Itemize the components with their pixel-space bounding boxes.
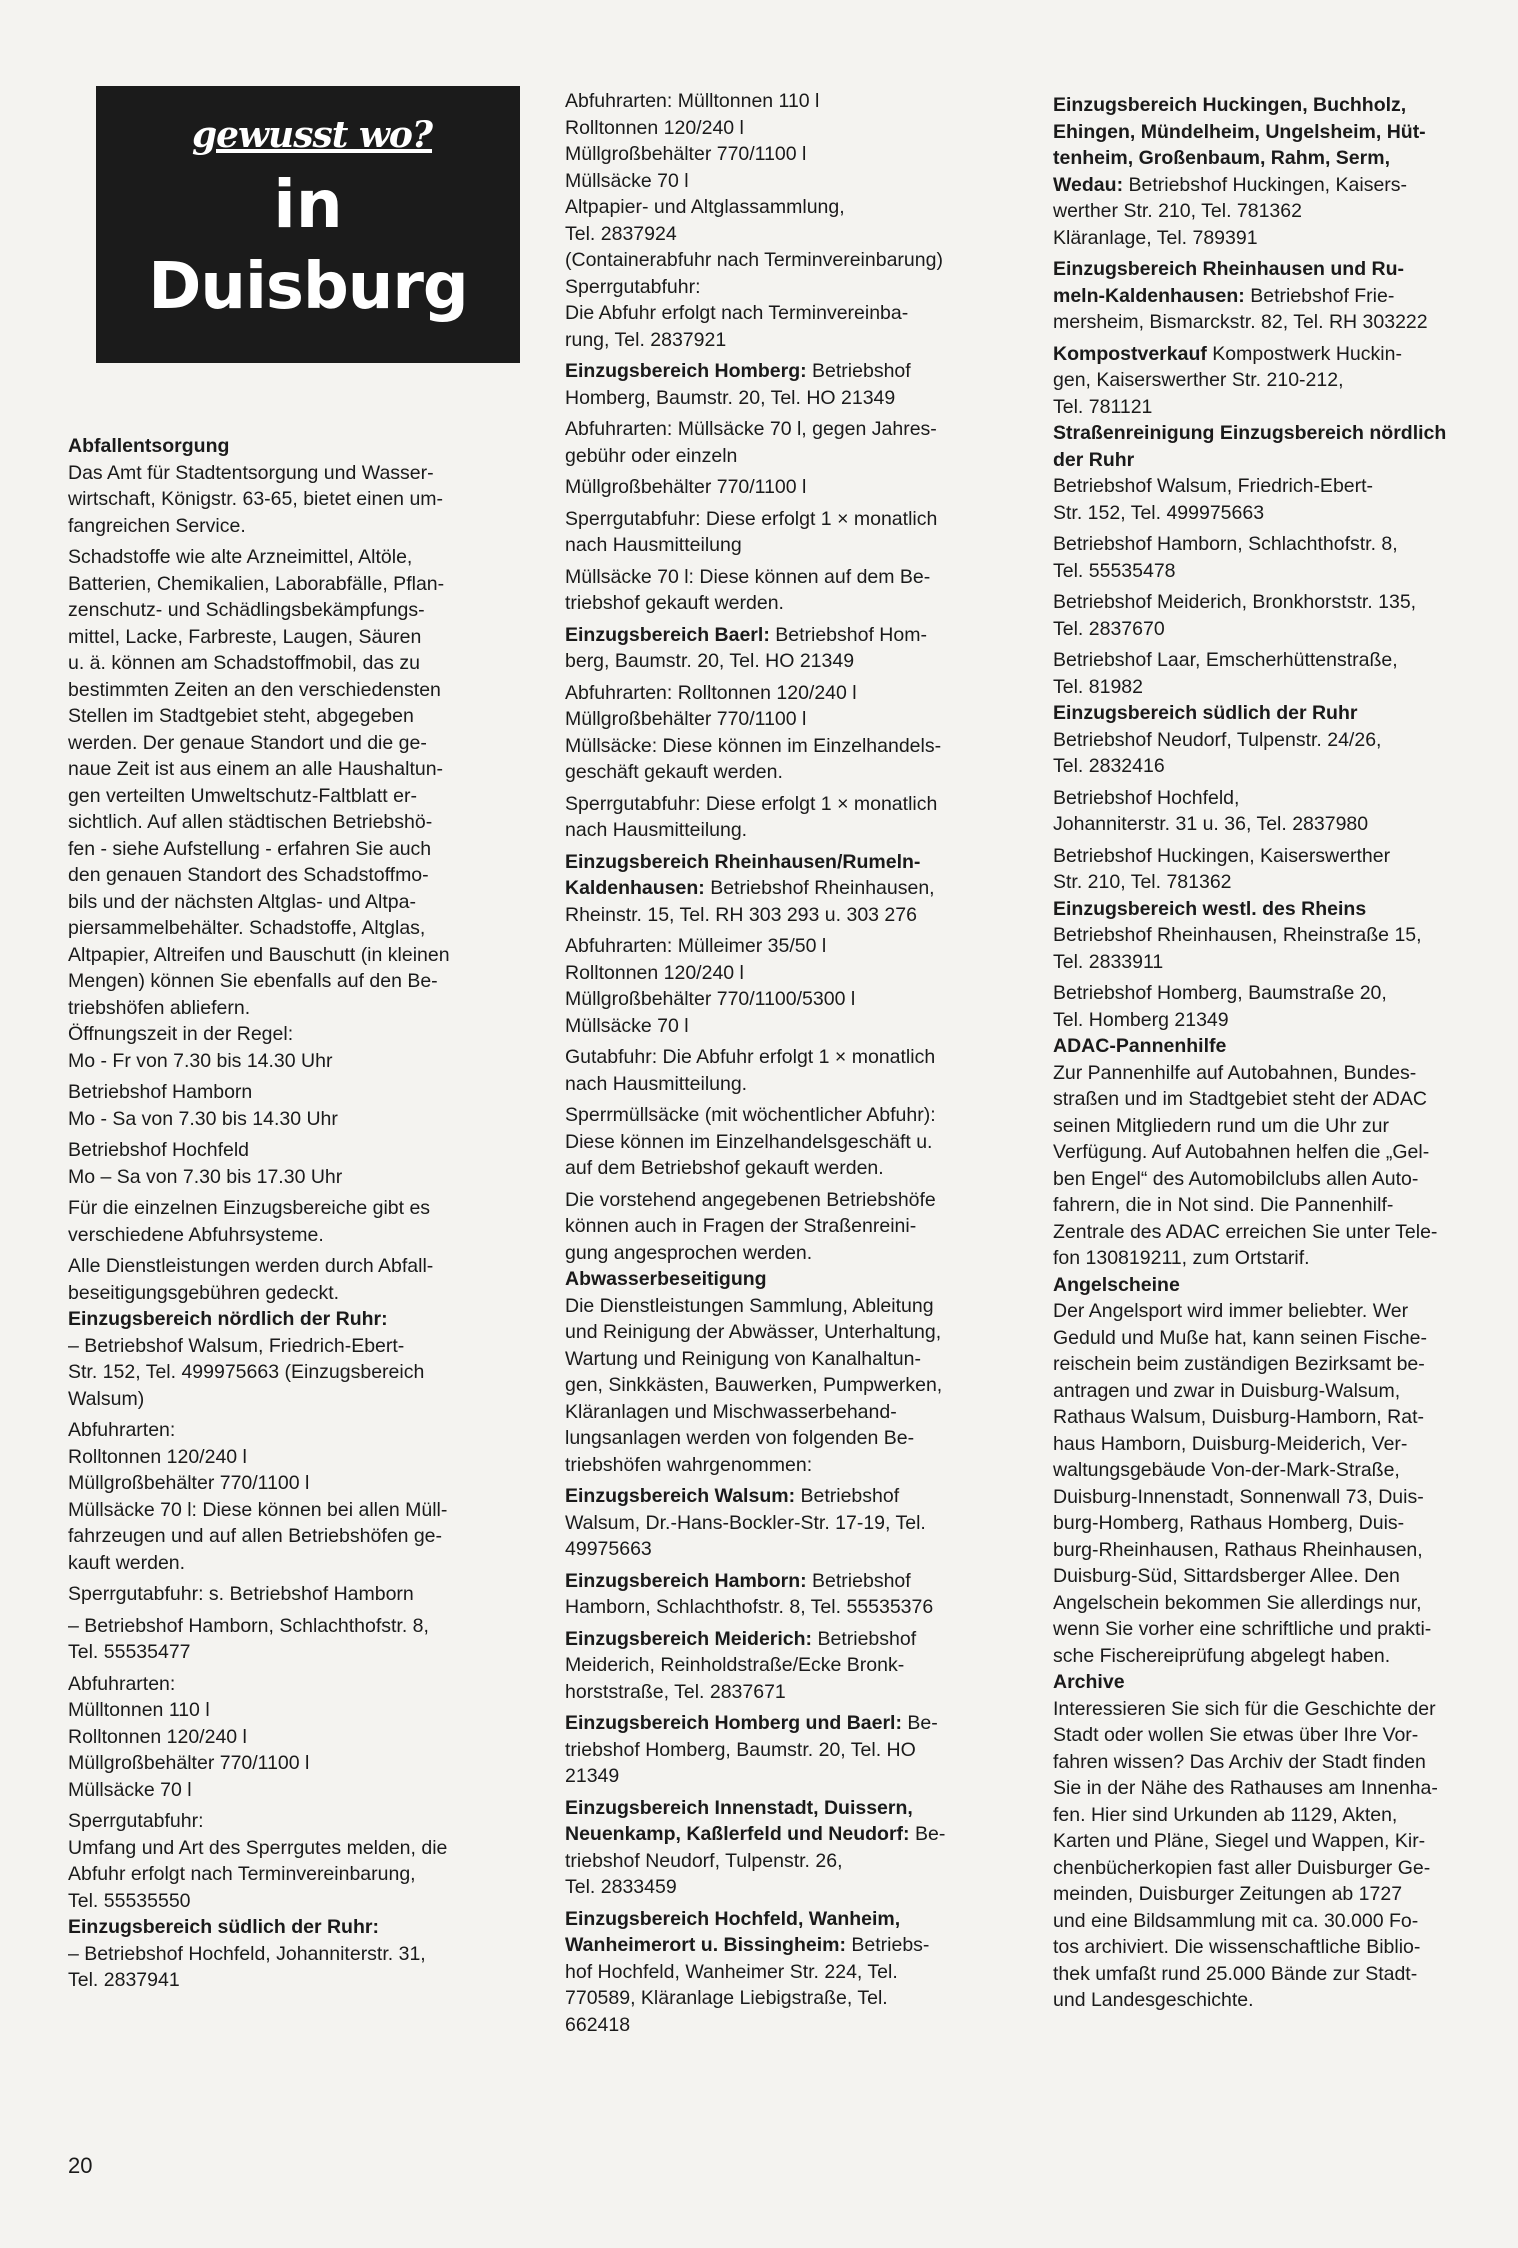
paragraph bbox=[68, 1021, 500, 1074]
paragraph bbox=[1053, 727, 1478, 780]
paragraph-text: Schadstoffe wie alte Arzneimittel, Altöle, Batterien, Chemikalien, Laborabfälle, Pflan- zenschutz- und Schädlingsbekämpfungs- mittel, Lacke, Farbreste, Laugen, Säuren u. ä. können am Schadstoffmobil, das zu bestimmten Zeiten an den verschiedensten Stellen im Stadtgebiet steht, abgegeben werden. Der genaue Standort und die ge- naue Zeit ist aus einem an alle Haushaltun- gen verteilten Umweltschutz-Faltblatt er- sichtlich. Auf allen städtischen Betriebshö- fen - siehe Aufstellung - erfahren Sie auch den genauen Standort des Schadstoffmo- bils und der nächsten Altglas- und Altpa- piersammelbehälter. Schadstoffe, Altglas, Altpapier, Altreifen und Bauschutt (in kleinen Mengen) können Sie ebenfalls auf den Be- triebshöfen abliefern. bbox=[68, 546, 450, 1019]
column-middle bbox=[565, 88, 995, 2038]
page-number: 20 bbox=[68, 2153, 93, 2178]
paragraph bbox=[1053, 843, 1478, 896]
paragraph-text: Abfuhrarten: Rolltonnen 120/240 l Müllgroßbehälter 770/1100 l Müllsäcke 70 l: Diese können bei allen Müll- fahrzeugen und auf allen Betriebshöfen ge- kauft werden. bbox=[68, 1419, 448, 1574]
section-heading: Archive bbox=[1053, 1671, 1125, 1693]
paragraph-text: Betriebshof Hochfeld, Johanniterstr. 31 u. 36, Tel. 2837980 bbox=[1053, 786, 1369, 835]
paragraph-text: Betriebshof Rheinhausen, Rheinstr. 15, Tel. RH 303 293 u. 303 276 bbox=[565, 877, 935, 926]
column-left bbox=[68, 433, 500, 1994]
paragraph bbox=[68, 1137, 500, 1190]
paragraph bbox=[565, 1626, 995, 1706]
paragraph-text: Betriebshof Homberg, Baumstraße 20, Tel. Homberg 21349 bbox=[1053, 982, 1387, 1031]
paragraph bbox=[565, 506, 995, 559]
paragraph-text: Müllgroßbehälter 770/1100 l bbox=[565, 476, 807, 498]
paragraph bbox=[1053, 1696, 1478, 2014]
section-heading: Einzugsbereich westl. des Rheins bbox=[1053, 897, 1367, 920]
paragraph-text: Be- triebshof Homberg, Baumstr. 20, Tel. HO 21349 bbox=[565, 1712, 938, 1787]
paragraph-text: Gutabfuhr: Die Abfuhr erfolgt 1 × monatlich nach Hausmitteilung. bbox=[565, 1046, 936, 1095]
paragraph bbox=[1053, 589, 1478, 642]
paragraph bbox=[1053, 256, 1478, 336]
paragraph bbox=[565, 1795, 995, 1901]
paragraph bbox=[1053, 1060, 1478, 1272]
section-heading: Einzugsbereich nördlich der Ruhr: bbox=[68, 1308, 388, 1330]
section-heading: Abwasserbeseitigung bbox=[565, 1268, 767, 1290]
section-heading: ADAC-Pannenhilfe bbox=[1053, 1035, 1227, 1057]
section-heading: Einzugsbereich südlich der Ruhr: bbox=[68, 1916, 379, 1938]
paragraph-text: Betriebshof Meiderich, Bronkhorststr. 135, Tel. 2837670 bbox=[1053, 591, 1417, 640]
paragraph-text: Sperrgutabfuhr: Diese erfolgt 1 × monatlich nach Hausmitteilung. bbox=[565, 792, 938, 841]
paragraph bbox=[565, 1710, 995, 1790]
paragraph bbox=[1053, 92, 1478, 251]
paragraph bbox=[68, 1581, 500, 1608]
paragraph-text: Das Amt für Stadtentsorgung und Wasser- wirtschaft, Königstr. 63-65, bietet einen um- fangreichen Service. bbox=[68, 461, 444, 537]
paragraph-text: Kompostwerk Huckin- gen, Kaiserswerther Str. 210-212, Tel. 781121 bbox=[1053, 342, 1402, 418]
paragraph-text: Die Dienstleistungen Sammlung, Ableitung und Reinigung der Abwässer, Unterhaltung, Wartung und Reinigung von Kanalhaltun- gen, Sinkkästen, Bauwerken, Pumpwerken, Kläranlagen und Mischwasserbehand- lungsanlagen werden von folgenden Be- triebshöfen wahrgenommen: bbox=[565, 1294, 943, 1476]
paragraph-text: Sperrgutabfuhr: Umfang und Art des Sperrgutes melden, die Abfuhr erfolgt nach Terminvereinbarung, Tel. 55535550 bbox=[68, 1810, 448, 1912]
paragraph bbox=[1053, 531, 1478, 584]
paragraph bbox=[68, 1253, 500, 1306]
logo-line-in: in bbox=[273, 166, 343, 243]
paragraph-text: – Betriebshof Hamborn, Schlachthofstr. 8, Tel. 55535477 bbox=[68, 1614, 429, 1663]
paragraph bbox=[565, 1102, 995, 1182]
paragraph-text: Betriebshof Hamborn, Schlachthofstr. 8, Tel. 55535376 bbox=[565, 1569, 934, 1618]
paragraph-text: Betriebshof Laar, Emscherhüttenstraße, Tel. 81982 bbox=[1053, 649, 1398, 698]
paragraph-text: Betriebshof Walsum, Dr.-Hans-Bockler-Str. 17-19, Tel. 49975663 bbox=[565, 1485, 926, 1560]
paragraph bbox=[565, 1293, 995, 1479]
paragraph-text: Betriebshof Rheinhausen, Rheinstraße 15, Tel. 2833911 bbox=[1053, 924, 1422, 973]
paragraph bbox=[565, 358, 995, 411]
paragraph bbox=[565, 416, 995, 469]
paragraph bbox=[565, 849, 995, 929]
paragraph-text: – Betriebshof Hochfeld, Johanniterstr. 31, Tel. 2837941 bbox=[68, 1942, 426, 1991]
paragraph-text: Betriebs- hof Hochfeld, Wanheimer Str. 224, Tel. 770589, Kläranlage Liebigstraße, Tel. 662418 bbox=[565, 1934, 930, 2036]
paragraph bbox=[565, 933, 995, 1039]
paragraph-text: Be- triebshof Neudorf, Tulpenstr. 26, Tel. 2833459 bbox=[565, 1823, 946, 1898]
paragraph-text: Sperrgutabfuhr: Diese erfolgt 1 × monatlich nach Hausmitteilung bbox=[565, 507, 938, 556]
paragraph-text: Betriebshof Hom- berg, Baumstr. 20, Tel. HO 21349 bbox=[565, 623, 927, 672]
paragraph bbox=[1053, 647, 1478, 700]
paragraph-text: Abfuhrarten: Mülleimer 35/50 l Rolltonnen 120/240 l Müllgroßbehälter 770/1100/5300 l Müllsäcke 70 l bbox=[565, 935, 856, 1037]
paragraph bbox=[1053, 980, 1478, 1033]
paragraph-lead: Einzugsbereich Rheinhausen/Rumeln- Kaldenhausen: bbox=[565, 850, 921, 899]
logo-tagline: gewusst wo? bbox=[191, 114, 433, 156]
paragraph-text: Betriebshof Huckingen, Kaiserswerther Str. 210, Tel. 781362 bbox=[1053, 844, 1391, 893]
paragraph-lead: Einzugsbereich Baerl: bbox=[565, 623, 770, 646]
paragraph bbox=[68, 1671, 500, 1804]
paragraph bbox=[68, 1808, 500, 1914]
paragraph-text: Abfuhrarten: Mülltonnen 110 l Rolltonnen 120/240 l Müllgroßbehälter 770/1100 l Müllsäcke 70 l Altpapier- und Altglassammlung, Tel. 2837924 (Containerabfuhr nach Terminvereinbarung) bbox=[565, 90, 943, 271]
paragraph bbox=[565, 1187, 995, 1267]
paragraph-lead: Einzugsbereich Innenstadt, Duissern, Neuenkamp, Kaßlerfeld und Neudorf: bbox=[565, 1796, 913, 1845]
paragraph-text: Der Angelsport wird immer beliebter. Wer Geduld und Muße hat, kann seinen Fische- reischein beim zuständigen Bezirksamt be- antragen und zwar in Duisburg-Walsum, Rathaus Walsum, Duisburg-Hamborn, Rat- haus Hamborn, Duisburg-Meiderich, Ver- waltungsgebäude Von-der-Mark-Straße, Duisburg-Innenstadt, Sonnenwall 73, Duis- burg-Homberg, Rathaus Homberg, Duis- burg-Rheinhausen, Rathaus Rheinhausen, Duisburg-Süd, Sittardsberger Allee. Den Angelschein bekommen Sie allerdings nur, wenn Sie vorher eine schriftliche und prakti- sche Fischereiprüfung abgelegt haben. bbox=[1053, 1300, 1432, 1667]
paragraph bbox=[565, 1568, 995, 1621]
paragraph-text: Betriebshof Hochfeld Mo – Sa von 7.30 bis 17.30 Uhr bbox=[68, 1139, 343, 1188]
section-heading: Angelscheine bbox=[1053, 1273, 1180, 1296]
column-right bbox=[1053, 92, 1478, 2014]
section-heading: Einzugsbereich südlich der Ruhr bbox=[1053, 702, 1358, 724]
paragraph bbox=[68, 1195, 500, 1248]
paragraph-text: – Betriebshof Walsum, Friedrich-Ebert- Str. 152, Tel. 499975663 (Einzugsbereich Walsum) bbox=[68, 1334, 425, 1410]
paragraph bbox=[68, 1417, 500, 1576]
paragraph-text: Abfuhrarten: Müllsäcke 70 l, gegen Jahres- gebühr oder einzeln bbox=[565, 418, 937, 467]
paragraph-lead: Einzugsbereich Hochfeld, Wanheim, Wanheimerort u. Bissingheim: bbox=[565, 1907, 901, 1956]
paragraph bbox=[565, 1044, 995, 1097]
paragraph bbox=[1053, 922, 1478, 975]
paragraph-text: Interessieren Sie sich für die Geschichte der Stadt oder wollen Sie etwas über Ihre Vor- fahren wissen? Das Archiv der Stadt finden Sie in der Nähe des Rathauses am Innenha- fen. Hier sind Urkunden ab 1129, Akten, Karten und Pläne, Siegel und Wappen, Kir- chenbücherkopien fast aller Duisburger Ge- meinden, Duisburger Zeitungen ab 1727 und eine Bildsammlung mit ca. 30.000 Fo- tos archiviert. Die wissenschaftliche Biblio- thek umfaßt rund 25.000 Bände zur Stadt- und Landesgeschichte. bbox=[1053, 1697, 1438, 2011]
paragraph bbox=[1053, 341, 1478, 421]
paragraph-text: Betriebshof Hamborn, Schlachthofstr. 8, Tel. 55535478 bbox=[1053, 533, 1398, 582]
paragraph-lead: Einzugsbereich Rheinhausen und Ru- meln-Kaldenhausen: bbox=[1053, 258, 1405, 307]
paragraph-text: Die vorstehend angegebenen Betriebshöfe können auch in Fragen der Straßenreini- gung angesprochen werden. bbox=[565, 1188, 936, 1264]
paragraph-text: Sperrmüllsäcke (mit wöchentlicher Abfuhr): Diese können im Einzelhandelsgeschäft u. auf dem Betriebshof gekauft werden. bbox=[565, 1104, 936, 1179]
paragraph bbox=[565, 474, 995, 501]
paragraph-lead: Einzugsbereich Meiderich: bbox=[565, 1627, 813, 1650]
paragraph-text: Betriebshof Walsum, Friedrich-Ebert- Str. 152, Tel. 499975663 bbox=[1053, 475, 1374, 524]
paragraph-text: Betriebshof Neudorf, Tulpenstr. 24/26, Tel. 2832416 bbox=[1053, 728, 1382, 777]
paragraph-lead: Kompostverkauf bbox=[1053, 342, 1207, 365]
paragraph bbox=[1053, 785, 1478, 838]
paragraph-text: Abfuhrarten: Rolltonnen 120/240 l Müllgroßbehälter 770/1100 l Müllsäcke: Diese können im Einzelhandels- geschäft gekauft werden. bbox=[565, 681, 942, 783]
paragraph-text: Betriebshof Meiderich, Reinholdstraße/Ecke Bronk- horststraße, Tel. 2837671 bbox=[565, 1627, 917, 1703]
paragraph bbox=[68, 1613, 500, 1666]
paragraph-lead: Einzugsbereich Homberg und Baerl: bbox=[565, 1712, 902, 1734]
paragraph-lead: Einzugsbereich Hamborn: bbox=[565, 1569, 807, 1592]
paragraph-lead: Einzugsbereich Huckingen, Buchholz, Ehingen, Mündelheim, Ungelsheim, Hüt- tenheim, Großenbaum, Rahm, Serm, Wedau: bbox=[1053, 94, 1426, 196]
paragraph bbox=[565, 88, 995, 274]
paragraph-text: Sperrgutabfuhr: s. Betriebshof Hamborn bbox=[68, 1583, 414, 1605]
paragraph-lead: Einzugsbereich Homberg: bbox=[565, 360, 807, 382]
paragraph bbox=[1053, 1298, 1478, 1669]
paragraph-lead: Einzugsbereich Walsum: bbox=[565, 1485, 796, 1507]
paragraph-text: Betriebshof Hamborn Mo - Sa von 7.30 bis 14.30 Uhr bbox=[68, 1081, 338, 1130]
paragraph-text: Alle Dienstleistungen werden durch Abfall- beseitigungsgebühren gedeckt. bbox=[68, 1255, 434, 1304]
paragraph-text: Zur Pannenhilfe auf Autobahnen, Bundes- straßen und im Stadtgebiet steht der ADAC seinen Mitgliedern rund um die Uhr zur Verfügung. Auf Autobahnen helfen die „Gel- ben Engel“ des Automobilclubs allen Auto- fahrern, die in Not sind. Die Pannenhilf- Zentrale des ADAC erreichen Sie unter Tele- fon 130819211, zum Ortstarif. bbox=[1053, 1061, 1438, 1269]
section-heading: Straßenreinigung Einzugsbereich nördlich der Ruhr bbox=[1053, 422, 1447, 471]
paragraph bbox=[68, 460, 500, 540]
logo-line-city: Duisburg bbox=[148, 250, 468, 324]
paragraph bbox=[565, 680, 995, 786]
paragraph bbox=[1053, 473, 1478, 526]
paragraph bbox=[68, 544, 500, 1021]
paragraph-text: Abfuhrarten: Mülltonnen 110 l Rolltonnen 120/240 l Müllgroßbehälter 770/1100 l Müllsäcke 70 l bbox=[68, 1672, 310, 1801]
paragraph-text: Öffnungszeit in der Regel: Mo - Fr von 7.30 bis 14.30 Uhr bbox=[68, 1023, 333, 1072]
paragraph-text: Betriebshof Frie- mersheim, Bismarckstr. 82, Tel. RH 303222 bbox=[1053, 284, 1428, 333]
paragraph-text: Sperrgutabfuhr: Die Abfuhr erfolgt nach Terminvereinba- rung, Tel. 2837921 bbox=[565, 275, 909, 351]
paragraph bbox=[565, 1906, 995, 2039]
paragraph-text: Für die einzelnen Einzugsbereiche gibt es verschiedene Abfuhrsysteme. bbox=[68, 1197, 431, 1246]
paragraph-text: Betriebshof Homberg, Baumstr. 20, Tel. HO 21349 bbox=[565, 360, 911, 409]
paragraph bbox=[565, 791, 995, 844]
duisburg-logo bbox=[96, 86, 520, 363]
paragraph-text: Betriebshof Huckingen, Kaisers- werther Str. 210, Tel. 781362 Kläranlage, Tel. 789391 bbox=[1053, 173, 1408, 249]
paragraph bbox=[68, 1333, 500, 1413]
paragraph bbox=[565, 564, 995, 617]
paragraph bbox=[68, 1079, 500, 1132]
paragraph-text: Müllsäcke 70 l: Diese können auf dem Be- triebshof gekauft werden. bbox=[565, 565, 931, 614]
paragraph bbox=[565, 1483, 995, 1563]
paragraph bbox=[565, 622, 995, 675]
paragraph bbox=[68, 1941, 500, 1994]
section-heading: Abfallentsorgung bbox=[68, 435, 230, 457]
paragraph bbox=[565, 274, 995, 354]
